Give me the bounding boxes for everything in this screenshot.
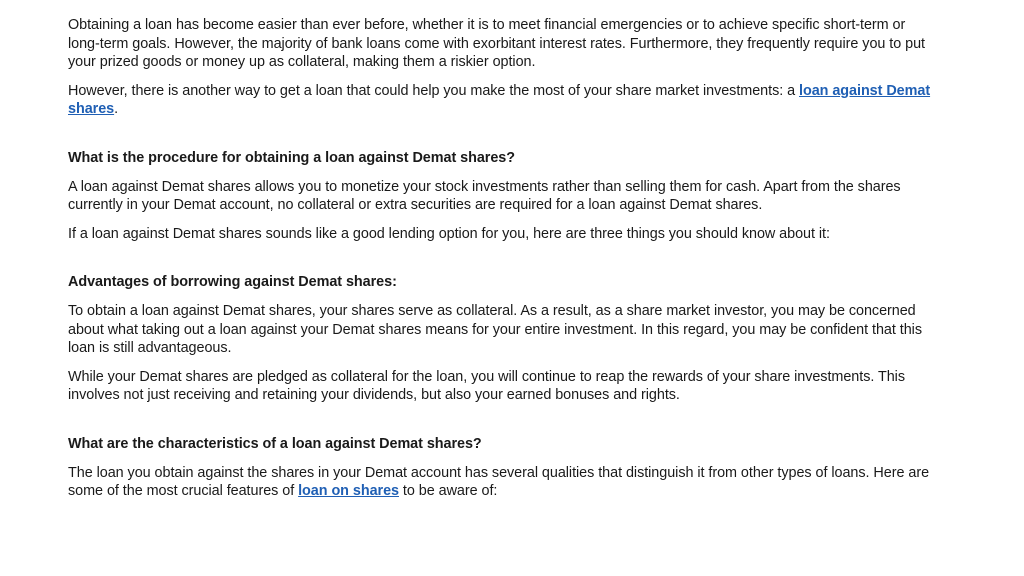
intro-paragraph-1: Obtaining a loan has become easier than ever before, whether it is to meet financial emergencies or to achieve specific short-term or long-term goals. However, the majority of bank loans come with exorbitant interest rates. Furthermore, they frequently require you to put your prized goods or money up as collateral, making them a riskier option. bbox=[68, 17, 926, 71]
characteristics-paragraph-1-end: to be aware of: bbox=[398, 483, 498, 500]
procedure-paragraph-1: A loan against Demat shares allows you to monetize your stock investments rather than selling them for cash. Apart from the shares currently in your Demat account, no collateral or extra securities are required for a loan against Demat shares. bbox=[68, 178, 901, 214]
loan-on-shares-link[interactable]: loan on shares bbox=[298, 483, 399, 500]
advantages-paragraph-2: While your Demat shares are pledged as collateral for the loan, you will continue to reap the rewards of your share investments. This involves not just receiving and retaining your dividends, but also your earned bonuses and rights. bbox=[68, 368, 905, 404]
procedure-paragraph-2: If a loan against Demat shares sounds like a good lending option for you, here are three things you should know about it: bbox=[68, 225, 830, 242]
loan-against-demat-shares-link[interactable]: loan against Demat shares bbox=[68, 82, 931, 118]
intro-paragraph-2-text: However, there is another way to get a loan that could help you make the most of your share market investments: a bbox=[68, 82, 800, 99]
characteristics-heading: What are the characteristics of a loan against Demat shares? bbox=[68, 435, 482, 452]
advantages-paragraph-1: To obtain a loan against Demat shares, your shares serve as collateral. As a result, as a share market investor, you may be concerned about what taking out a loan against your Demat shares means for your entire investment. In this regard, you may be confident that this loan is still advantageous. bbox=[68, 302, 922, 357]
characteristics-paragraph-1-text: The loan you obtain against the shares in your Demat account has several qualities that distinguish it from other types of loans. Here are some of the most crucial features of bbox=[68, 464, 930, 500]
section-spacer bbox=[68, 415, 940, 435]
advantages-heading: Advantages of borrowing against Demat shares: bbox=[68, 274, 397, 291]
procedure-heading: What is the procedure for obtaining a loan against Demat shares? bbox=[68, 149, 515, 166]
characteristics-paragraph-1 bbox=[68, 464, 940, 501]
intro-paragraph-2 bbox=[68, 82, 940, 119]
section-spacer bbox=[68, 129, 940, 149]
intro-paragraph-2-end: . bbox=[114, 101, 119, 118]
section-spacer bbox=[68, 253, 940, 273]
